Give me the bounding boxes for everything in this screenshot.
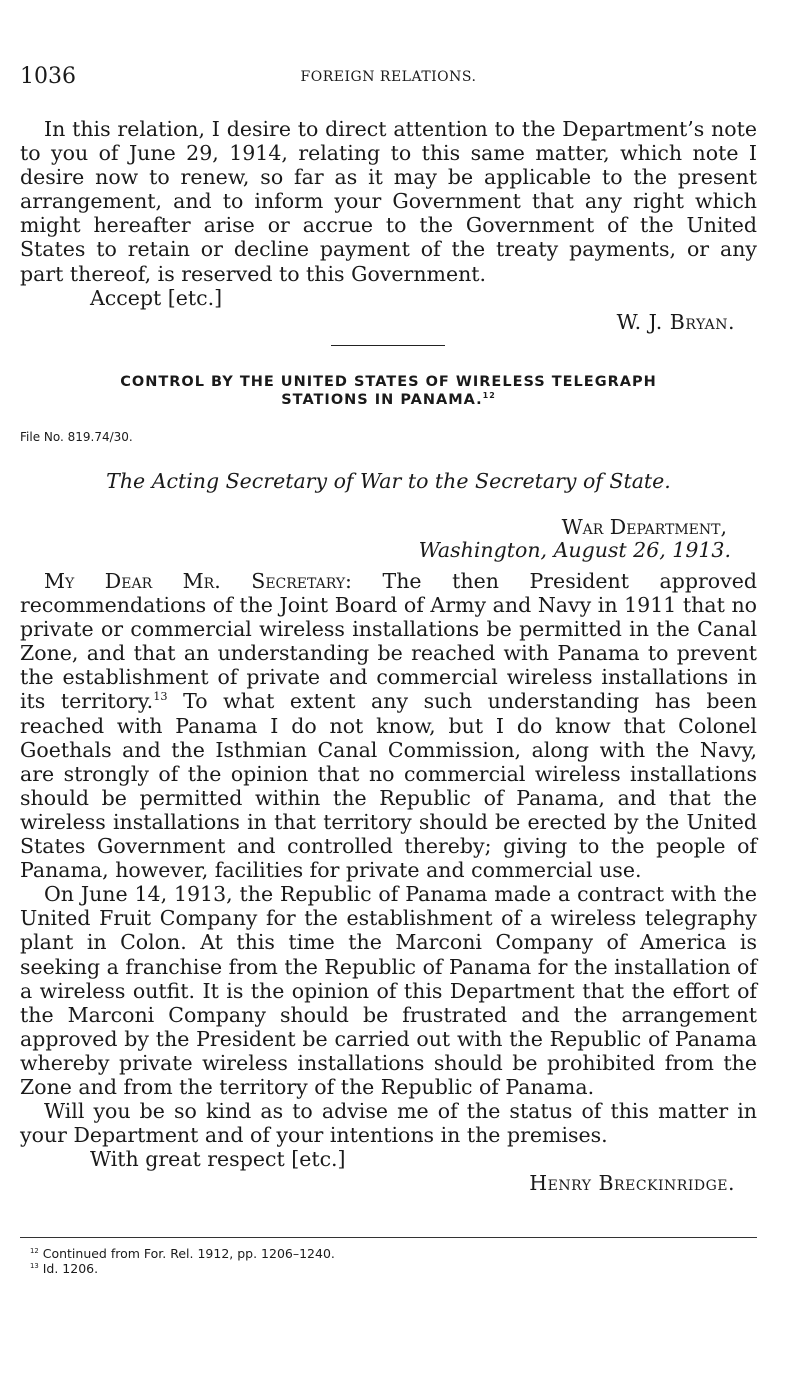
letter-closing: With great respect [etc.] [90,1147,346,1172]
footnote-mark: 12 [30,1246,39,1255]
running-head [20,64,757,90]
section-title-line1: CONTROL BY THE UNITED STATES OF WIRELESS TELEGRAPH [120,374,657,390]
section-title-line2: STATIONS IN PANAMA. [281,392,483,408]
salutation: My Dear Mr. Secretary: [44,569,352,593]
footnote-rule [20,1237,757,1238]
section-title-footnote-ref: 12 [482,391,496,401]
letter-paragraph-1 [20,569,757,882]
page-number: 1036 [20,64,76,89]
footnote-text: Continued from For. Rel. 1912, pp. 1206–1240. [42,1246,335,1261]
place-and-date: Washington, August 26, 1913. [418,538,731,562]
footnote-13 [30,1261,335,1276]
footnote-ref-13: 13 [153,690,168,704]
department-name: War Department, [561,515,727,539]
file-number: File No. 819.74/30. [20,430,133,444]
previous-letter-paragraph: In this relation, I desire to direct attention to the Department’s note to you of June 29, 1914, relating to this same matter, which note I desire now to renew, so far as it may be applicable to the present arrangement, and to inform your Government that any right which might hereafter arise or accrue to the Government of the United States to retain or decline payment of the treaty payments, or any part thereof, is reserved to this Government. [20,117,757,286]
letter-dateline [20,516,757,562]
previous-letter-signature: W. J. Bryan. [616,309,735,334]
section-divider [331,345,445,346]
footnotes [30,1246,335,1276]
previous-letter-closing: Accept [etc.] [90,285,223,310]
letter-paragraph-3: Will you be so kind as to advise me of the status of this matter in your Department and of your intentions in the premises. [20,1099,757,1148]
letter-paragraph-1-part-b: To what extent any such understanding has been reached with Panama I do not know, but I do know that Colonel Goethals and the Isthmian Canal Commission, along with the Navy, are strongly of the opinion that no commercial wireless installations should be permitted within the Republic of Panama, and that the wireless installations in that territory should be erected by the United States Government and controlled thereby; giving to the people of Panama, however, facilities for private and commercial use. [20,689,757,883]
section-title [20,373,757,409]
letter-paragraph-2: On June 14, 1913, the Republic of Panama made a contract with the United Fruit Company for the establishment of a wireless telegraphy plant in Colon. At this time the Marconi Company of America is seeking a franchise from the Republic of Panama for the installation of a wireless outfit. It is the opinion of this Department that the effort of the Marconi Company should be frustrated and the arrangement approved by the President be carried out with the Republic of Panama whereby private wireless installations should be prohibited from the Zone and from the territory of the Republic of Panama. [20,882,757,1099]
letter-signature: Henry Breckinridge. [529,1171,735,1196]
letter-body [20,569,757,1195]
footnote-12 [30,1246,335,1261]
document-heading: The Acting Secretary of War to the Secretary of State. [106,469,671,493]
running-title: FOREIGN RELATIONS. [300,69,477,85]
letter-paragraph-1-part-a: The then President approved recommendations of the Joint Board of Army and Navy in 1911 that no private or commercial wireless installations be permitted in the Canal Zone, and that an understanding be reached with Panama to prevent the establishment of private and commercial wireless installations in its territory. [20,569,757,714]
previous-letter-ending [20,117,757,334]
footnote-mark: 13 [30,1261,39,1270]
footnote-text: Id. 1206. [42,1261,99,1276]
